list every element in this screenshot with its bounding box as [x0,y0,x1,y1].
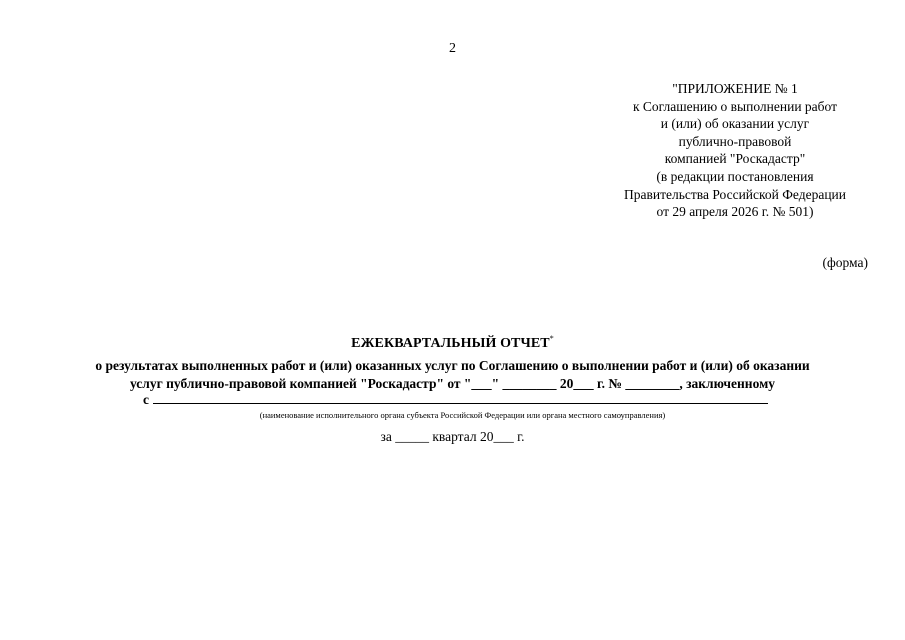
appendix-line-8: от 29 апреля 2026 г. № 501) [656,204,814,220]
appendix-line-1: "ПРИЛОЖЕНИЕ № 1 [672,81,798,96]
report-title-text: ЕЖЕКВАРТАЛЬНЫЙ ОТЧЕТ [351,336,550,351]
appendix-line-3: и (или) об оказании услуг [660,116,810,132]
page-number: 2 [449,41,456,56]
counterparty-blank-line [153,392,768,404]
counterparty-row [143,392,768,408]
appendix-line-5: компанией "Роскадастр" [664,151,806,167]
report-subtitle [20,357,885,393]
appendix-line-6: (в редакции постановления [656,168,814,184]
appendix-line-4: публично-правовой [678,133,792,149]
title-footnote-mark: * [549,334,554,343]
appendix-header [600,80,870,221]
appendix-line-7: Правительства Российской Федерации [624,186,846,202]
counterparty-caption: (наименование исполнительного органа субъекта Российской Федерации или органа местного самоуправления) [259,410,666,420]
report-title [0,336,905,352]
report-subtitle-line-1: о результатах выполненных работ и (или) оказанных услуг по Соглашению о выполнении работ и (или) об оказании [95,358,810,373]
appendix-line-2: к Соглашению о выполнении работ [632,98,838,114]
form-mark: (форма) [822,255,868,270]
report-subtitle-line-2: услуг публично-правовой компанией "Роскадастр" от "___" ________ 20___ г. № ________, заключенному [129,376,776,391]
quarter-line: за _____ квартал 20___ г. [380,429,525,444]
counterparty-prefix: с [143,392,149,407]
